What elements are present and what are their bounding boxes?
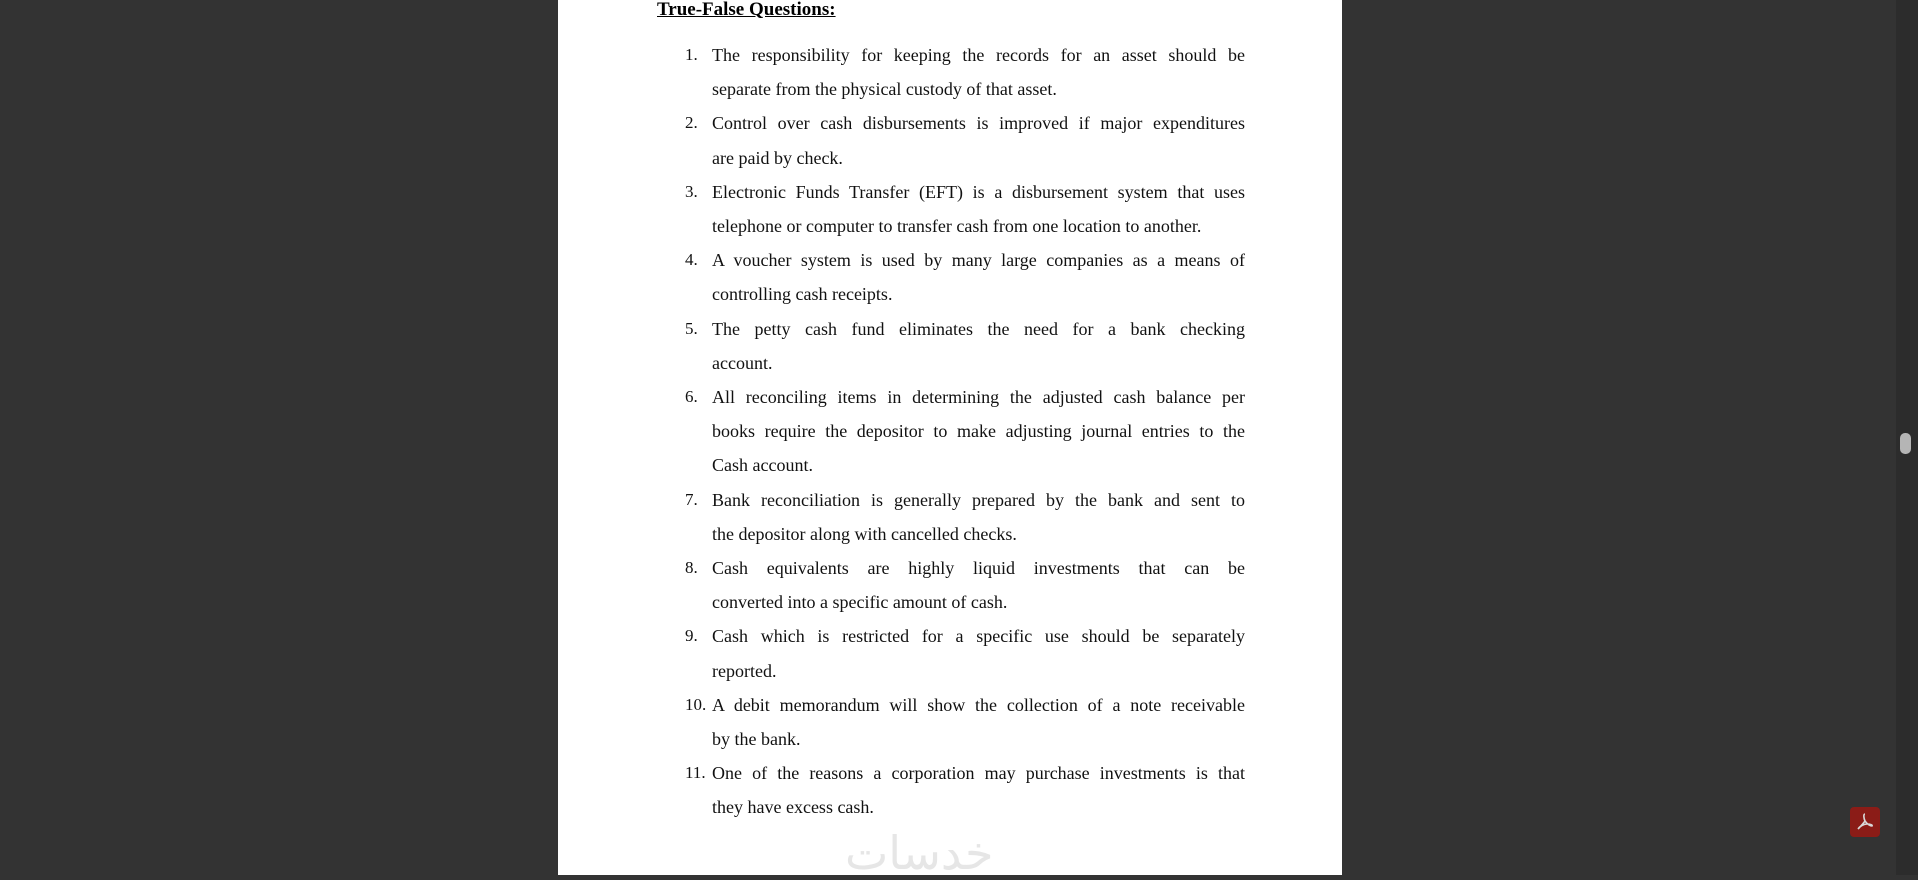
section-heading: True-False Questions: xyxy=(657,0,836,20)
question-item xyxy=(685,619,1245,687)
question-text-line: A voucher system is used by many large companies as a means of xyxy=(712,250,1245,271)
question-text-line: are paid by check. xyxy=(712,147,843,168)
pdf-page xyxy=(558,0,1342,880)
question-text-line: telephone or computer to transfer cash from one location to another. xyxy=(712,216,1202,237)
question-text-line: Cash equivalents are highly liquid investments that can be xyxy=(712,558,1245,579)
question-text-line: One of the reasons a corporation may purchase investments is that xyxy=(712,763,1245,784)
question-text-line: reported. xyxy=(712,660,777,681)
question-number: 11. xyxy=(685,763,706,783)
question-item xyxy=(685,483,1245,551)
scrollbar-thumb[interactable] xyxy=(1900,433,1911,454)
question-text-line: Electronic Funds Transfer (EFT) is a disbursement system that uses xyxy=(712,181,1245,202)
question-text-line: Control over cash disbursements is improved if major expenditures xyxy=(712,113,1245,134)
question-number: 3. xyxy=(685,181,698,201)
question-text-line: converted into a specific amount of cash. xyxy=(712,592,1008,613)
question-text-line: Bank reconciliation is generally prepared by the bank and sent to xyxy=(712,489,1245,510)
question-item xyxy=(685,688,1245,756)
question-text-line: separate from the physical custody of that asset. xyxy=(712,79,1057,100)
question-text-line: account. xyxy=(712,352,773,373)
question-text-line: All reconciling items in determining the adjusted cash balance per xyxy=(712,387,1245,408)
question-number: 9. xyxy=(685,626,698,646)
watermark-logo: خدسات xyxy=(845,826,994,880)
question-number: 8. xyxy=(685,558,698,578)
question-number: 7. xyxy=(685,489,698,509)
question-text-line: Cash which is restricted for a specific use should be separately xyxy=(712,626,1245,647)
question-item xyxy=(685,380,1245,483)
question-number: 10. xyxy=(685,694,707,714)
question-text-line: Cash account. xyxy=(712,455,813,476)
question-text-line: controlling cash receipts. xyxy=(712,284,893,305)
question-number: 1. xyxy=(685,45,698,64)
question-item xyxy=(685,551,1245,619)
question-text-line: The petty cash fund eliminates the need for a bank checking xyxy=(712,318,1245,339)
question-item xyxy=(685,312,1245,380)
question-item xyxy=(685,243,1245,311)
question-list xyxy=(685,38,1245,825)
question-text-line: books require the depositor to make adjusting journal entries to the xyxy=(712,421,1245,442)
question-number: 4. xyxy=(685,250,698,270)
question-number: 5. xyxy=(685,318,698,338)
question-item xyxy=(685,106,1245,174)
pdf-icon[interactable] xyxy=(1850,807,1880,837)
question-text-line: the depositor along with cancelled checks. xyxy=(712,523,1017,544)
question-number: 2. xyxy=(685,113,698,133)
question-text-line: A debit memorandum will show the collection of a note receivable xyxy=(712,694,1245,715)
question-text-line: by the bank. xyxy=(712,729,801,750)
question-item xyxy=(685,756,1245,824)
question-number: 6. xyxy=(685,387,698,407)
question-text-line: The responsibility for keeping the records for an asset should be xyxy=(712,45,1245,65)
question-text-line: they have excess cash. xyxy=(712,797,874,818)
question-item xyxy=(685,38,1245,106)
question-item xyxy=(685,175,1245,243)
